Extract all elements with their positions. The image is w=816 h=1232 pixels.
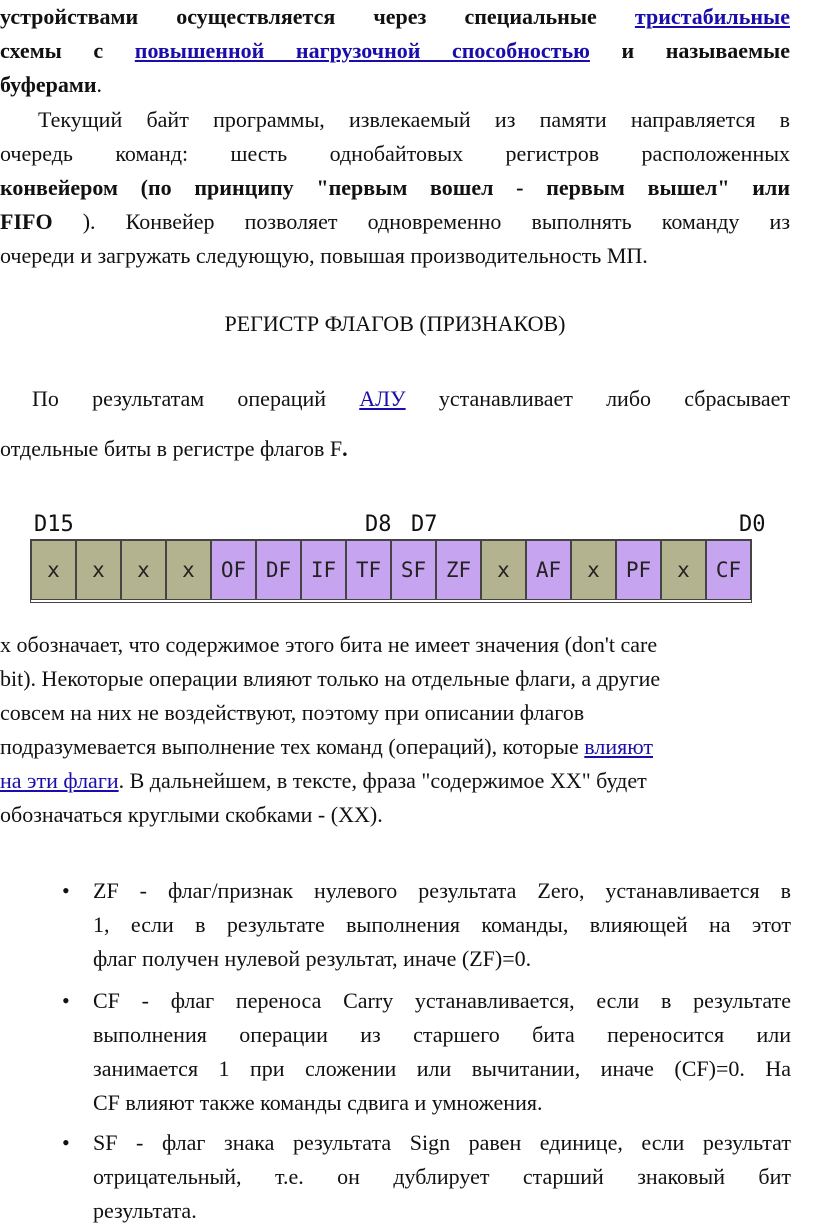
zf-line2: 1, если в результате выполнения команды, влияющей на этот (93, 912, 791, 937)
register-bit-unused: x (31, 540, 76, 600)
sf-line3: результата. (93, 1198, 197, 1223)
link-tristable[interactable]: тристабильные (634, 4, 790, 29)
label-d0: D0 (739, 512, 766, 537)
register-bit-unused: x (76, 540, 121, 600)
para4-line1: x обозначает, что содержимое этого бита не имеет значения (don't care (0, 632, 658, 657)
register-bit-unused: x (121, 540, 166, 600)
para1-line3: буферами. (0, 72, 102, 97)
bullet-marker: • (62, 878, 70, 903)
link-affect[interactable]: влияют (584, 734, 654, 759)
label-d15: D15 (34, 512, 74, 537)
sf-line1: SF - флаг знака результата Sign равен единице, если результат (93, 1130, 791, 1155)
para4-line3: совсем на них не воздействуют, поэтому при описании флагов (0, 700, 585, 725)
register-bit-zf: ZF (436, 540, 481, 600)
register-bit-unused: x (481, 540, 526, 600)
para4-line4: подразумевается выполнение тех команд (операций), которые влияют (0, 734, 654, 759)
para3-line2: отдельные биты в регистре флагов F. (0, 436, 348, 461)
para2-line4: FIFO ). Конвейер позволяет одновременно выполнять команду из (0, 209, 791, 234)
para4-line6: обозначаться круглыми скобками - (XX). (0, 802, 383, 827)
para2-line1: Текущий байт программы, извлекаемый из памяти направляется в (38, 107, 790, 132)
register-bit-cf: CF (706, 540, 751, 600)
para2-line5: очереди и загружать следующую, повышая производительность МП. (0, 243, 648, 268)
register-bit-if: IF (301, 540, 346, 600)
section-heading: РЕГИСТР ФЛАГОВ (ПРИЗНАКОВ) (224, 311, 566, 336)
cf-line1: CF - флаг переноса Carry устанавливается, если в результате (93, 988, 791, 1013)
sf-line2: отрицательный, т.е. он дублирует старший знаковый бит (93, 1164, 791, 1189)
link-high-load[interactable]: повышенной нагрузочной способностью (134, 38, 590, 63)
zf-line1: ZF - флаг/признак нулевого результата Zero, устанавливается в (93, 878, 791, 903)
para2-line3: конвейером (по принципу "первым вошел - первым вышел" или (0, 175, 790, 200)
para4-line2: bit). Некоторые операции влияют только на отдельные флаги, а другие (0, 666, 661, 691)
register-bit-unused: x (571, 540, 616, 600)
flags-register-diagram (30, 539, 752, 603)
para1-line2: схемы с повышенной нагрузочной способностью и называемые (0, 38, 791, 63)
register-bit-tf: TF (346, 540, 391, 600)
register-bit-unused: x (661, 540, 706, 600)
bullet-marker: • (62, 988, 70, 1013)
para1-line1: устройствами осуществляется через специальные тристабильные (0, 4, 790, 29)
register-bit-of: OF (211, 540, 256, 600)
register-bit-unused: x (166, 540, 211, 600)
para4-line5: на эти флаги. В дальнейшем, в тексте, фраза "содержимое XX" будет (0, 768, 647, 793)
link-alu[interactable]: АЛУ (359, 386, 406, 411)
label-d7: D7 (411, 512, 438, 537)
link-these-flags[interactable]: на эти флаги (0, 768, 119, 793)
para2-line2: очередь команд: шесть однобайтовых регистров расположенных (0, 141, 790, 166)
register-bit-af: AF (526, 540, 571, 600)
cf-line2: выполнения операции из старшего бита переносится или (93, 1022, 791, 1047)
register-bit-sf: SF (391, 540, 436, 600)
register-bit-df: DF (256, 540, 301, 600)
label-d8: D8 (365, 512, 392, 537)
para3-line1: По результатам операций АЛУ устанавливает либо сбрасывает (32, 386, 790, 411)
cf-line4: CF влияют также команды сдвига и умножения. (93, 1090, 543, 1115)
cf-line3: занимается 1 при сложении или вычитании, иначе (CF)=0. На (93, 1056, 791, 1081)
register-bit-pf: PF (616, 540, 661, 600)
zf-line3: флаг получен нулевой результат, иначе (ZF)=0. (93, 946, 532, 971)
bullet-marker: • (62, 1130, 70, 1155)
